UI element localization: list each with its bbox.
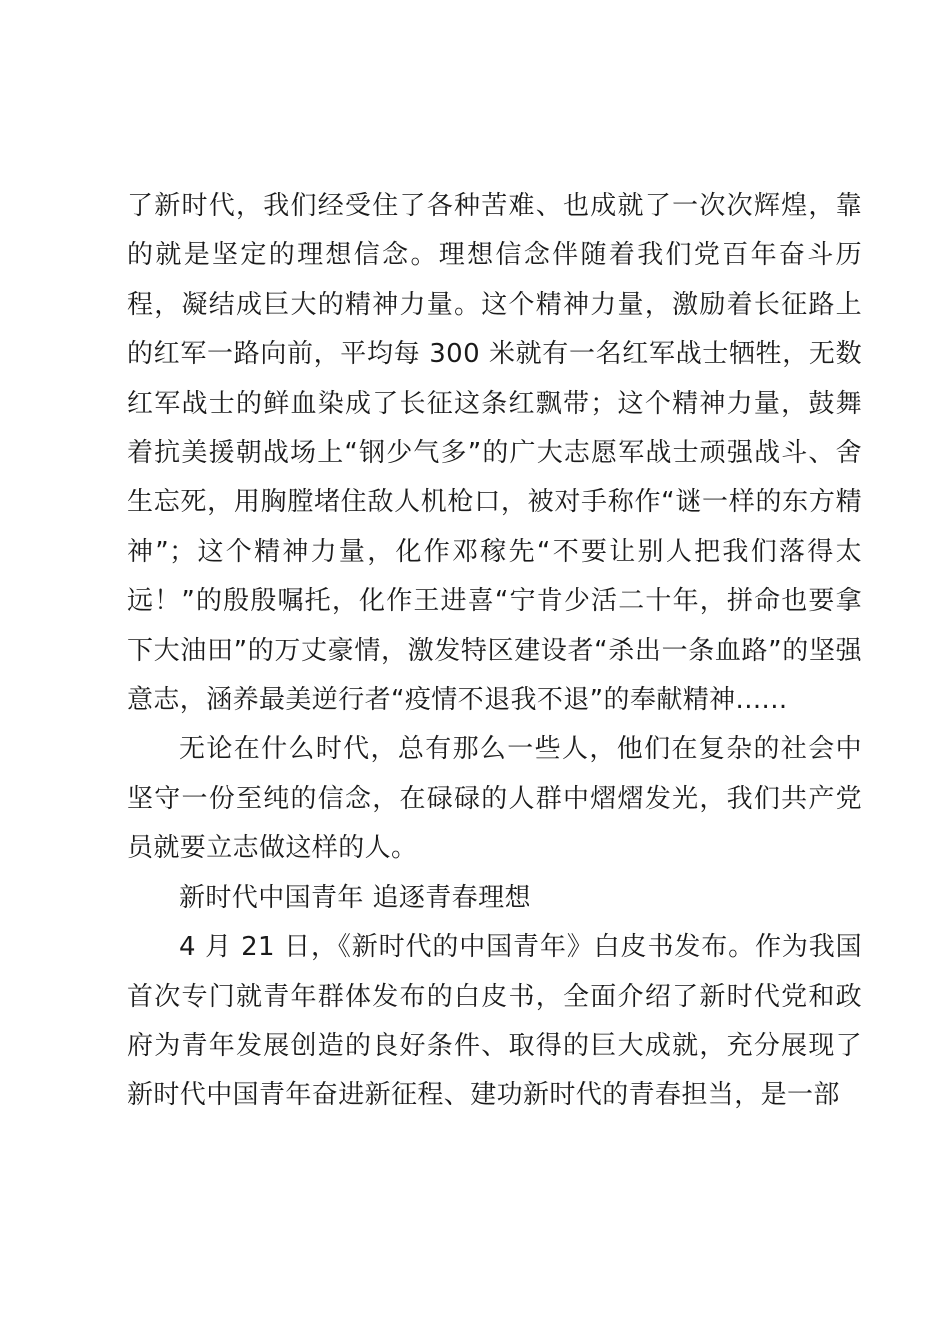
paragraph-white-paper: 4 月 21 日，《新时代的中国青年》白皮书发布。作为我国首次专门就青年群体发布的白皮书，全面介绍了新时代党和政府为青年发展创造的良好条件、取得的巨大成就，充分展现了新时代中国青年奋进新征程、建功新时代的青春担当，是一部	[127, 932, 862, 1111]
section-heading: 新时代中国青年 追逐青春理想	[179, 882, 531, 913]
document-body	[127, 182, 862, 1121]
paragraph-ideals: 无论在什么时代，总有那么一些人，他们在复杂的社会中坚守一份至纯的信念，在碌碌的人群中熠熠发光，我们共产党员就要立志做这样的人。	[127, 734, 862, 864]
paragraph-continuation: 了新时代，我们经受住了各种苦难、也成就了一次次辉煌，靠的就是坚定的理想信念。理想信念伴随着我们党百年奋斗历程，凝结成巨大的精神力量。这个精神力量，激励着长征路上的红军一路向前，平均每 300 米就有一名红军战士牺牲，无数红军战士的鲜血染成了长征这条红飘带；这个精神力量，鼓舞着抗美援朝战场上“钢少气多”的广大志愿军战士顽强战斗、舍生忘死，用胸膛堵住敌人机枪口，被对手称作“谜一样的东方精神”；这个精神力量，化作邓稼先“不要让别人把我们落得太远！”的殷殷嘱托，化作王进喜“宁肯少活二十年，拼命也要拿下大油田”的万丈豪情，激发特区建设者“杀出一条血路”的坚强意志，涵养最美逆行者“疫情不退我不退”的奉献精神......	[127, 191, 862, 716]
